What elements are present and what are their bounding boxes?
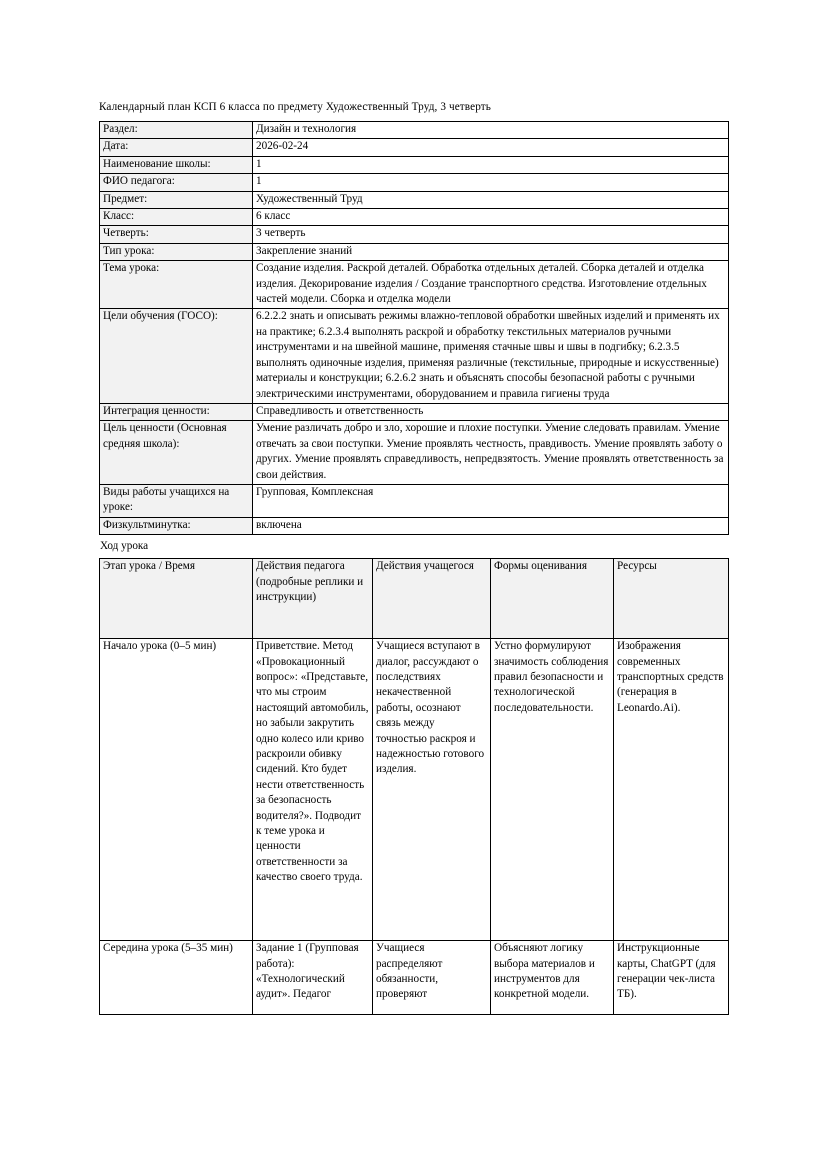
lesson-flow-caption: Ход урока (100, 540, 149, 553)
table-row (100, 191, 729, 208)
table-row (100, 517, 729, 534)
cell-stage: Середина урока (5–35 мин) (100, 941, 253, 1015)
info-label: Физкультминутка: (100, 517, 253, 534)
lesson-info-body (100, 122, 729, 535)
column-header-student-actions: Действия учащегося (373, 559, 491, 639)
table-row (100, 484, 729, 517)
lesson-flow-table (99, 558, 729, 1015)
info-label: Раздел: (100, 122, 253, 139)
table-row (100, 403, 729, 420)
lesson-info-table (99, 121, 729, 535)
table-row (100, 421, 729, 485)
info-value: Умение различать добро и зло, хорошие и плохие поступки. Умение следовать правилам. Умение отвечать за свои поступки. Умение проявлять честность, правдивость. Умение проявлять заботу о других. Умение проявлять справедливость, непредвзятость. Умение проявлять ответственность за свои действия. (253, 421, 729, 485)
info-label: Тип урока: (100, 243, 253, 260)
cell-stage: Начало урока (0–5 мин) (100, 639, 253, 941)
info-label: Интеграция ценности: (100, 403, 253, 420)
table-row (100, 941, 729, 1015)
lesson-flow-body (100, 639, 729, 1015)
info-value: 6 класс (253, 209, 729, 226)
info-label: Цель ценности (Основная средняя школа): (100, 421, 253, 485)
info-value: 6.2.2.2 знать и описывать режимы влажно-тепловой обработки швейных изделий и применять их на практике; 6.2.3.4 выполнять раскрой и обработку текстильных материалов ручными инструментами и на швейной машине, применяя стачные швы и швы в подгибку; 6.2.3.5 выполнять одиночные изделия, применяя различные (текстильные, природные и искусственные) материалы и конструкции; 6.2.6.2 знать и объяснять способы безопасной работы с ручными электрическими инструментами, оборудованием и правила гигиены труда (253, 309, 729, 403)
table-row (100, 122, 729, 139)
cell-resources: Изображения современных транспортных средств (генерация в Leonardo.Ai). (614, 639, 729, 941)
cell-student-actions: Учащиеся вступают в диалог, рассуждают о последствиях некачественной работы, осознают связь между точностью раскроя и надежностью готового изделия. (373, 639, 491, 941)
info-label: Класс: (100, 209, 253, 226)
table-row (100, 209, 729, 226)
cell-student-actions: Учащиеся распределяют обязанности, проверяют (373, 941, 491, 1015)
info-value: Закрепление знаний (253, 243, 729, 260)
cell-assessment: Устно формулируют значимость соблюдения правил безопасности и технологической последовательности. (491, 639, 614, 941)
info-label: Цели обучения (ГОСО): (100, 309, 253, 403)
info-value: Создание изделия. Раскрой деталей. Обработка отдельных деталей. Сборка деталей и отделка изделия. Декорирование изделия / Создание транспортного средства. Изготовление отдельных частей модели. Сборка и отделка модели (253, 261, 729, 309)
info-value: 1 (253, 174, 729, 191)
page-title: Календарный план КСП 6 класса по предмету Художественный Труд, 3 четверть (99, 101, 491, 113)
table-row (100, 309, 729, 403)
cell-assessment: Объясняют логику выбора материалов и инструментов для конкретной модели. (491, 941, 614, 1015)
info-value: Групповая, Комплексная (253, 484, 729, 517)
info-label: Четверть: (100, 226, 253, 243)
cell-teacher-actions: Задание 1 (Групповая работа): «Технологический аудит». Педагог (253, 941, 373, 1015)
info-label: Дата: (100, 139, 253, 156)
cell-teacher-actions: Приветствие. Метод «Провокационный вопрос»: «Представьте, что мы строим настоящий автомобиль, но забыли закрутить одно колесо или криво раскроили обивку сидений. Кто будет нести ответственность за безопасность водителя?». Подводит к теме урока и ценности ответственности за качество своего труда. (253, 639, 373, 941)
column-header-stage: Этап урока / Время (100, 559, 253, 639)
info-label: Наименование школы: (100, 156, 253, 173)
info-label: Тема урока: (100, 261, 253, 309)
info-label: ФИО педагога: (100, 174, 253, 191)
info-value: 1 (253, 156, 729, 173)
table-row (100, 226, 729, 243)
info-value: Художественный Труд (253, 191, 729, 208)
table-row (100, 243, 729, 260)
info-value: Дизайн и технология (253, 122, 729, 139)
info-value: Справедливость и ответственность (253, 403, 729, 420)
column-header-assessment: Формы оценивания (491, 559, 614, 639)
table-row (100, 139, 729, 156)
table-row (100, 639, 729, 941)
info-value: включена (253, 517, 729, 534)
column-header-teacher-actions: Действия педагога (подробные реплики и инструкции) (253, 559, 373, 639)
info-value: 2026-02-24 (253, 139, 729, 156)
info-label: Предмет: (100, 191, 253, 208)
info-label: Виды работы учащихся на уроке: (100, 484, 253, 517)
table-row (100, 156, 729, 173)
table-header-row (100, 559, 729, 639)
lesson-flow-head (100, 559, 729, 639)
table-row (100, 174, 729, 191)
cell-resources: Инструкционные карты, ChatGPT (для генерации чек-листа ТБ). (614, 941, 729, 1015)
info-value: 3 четверть (253, 226, 729, 243)
table-row (100, 261, 729, 309)
column-header-resources: Ресурсы (614, 559, 729, 639)
